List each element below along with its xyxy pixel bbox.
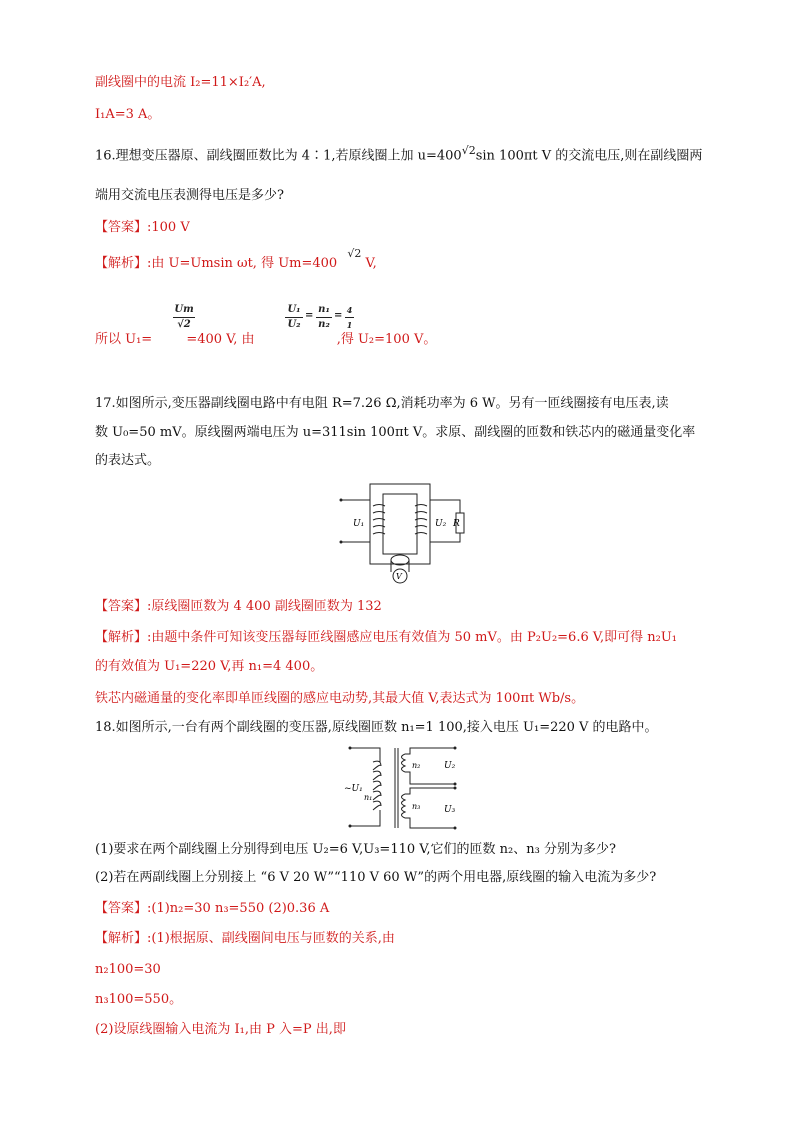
solution-16-line1 bbox=[95, 247, 377, 273]
f2-4: 4 bbox=[346, 305, 353, 315]
s16-text-b: V, bbox=[365, 256, 377, 271]
q16-text-b: sin 100πt V 的交流电压,则在副线圈两 bbox=[475, 148, 703, 164]
solution-16-line2 bbox=[95, 331, 436, 349]
fig18-n2: n₂ bbox=[412, 761, 421, 770]
answer-17: 【答案】:原线圈匝数为 4 400 副线圈匝数为 132 bbox=[95, 599, 382, 614]
f2-n2: n₂ bbox=[318, 319, 330, 330]
question-17-line3: 的表达式。 bbox=[95, 453, 161, 468]
line-current-primary: I₁A=3 A。 bbox=[95, 107, 161, 122]
s16-sqrt: √2 bbox=[347, 247, 362, 260]
line-current-secondary: 副线圈中的电流 I₂=11×I₂′A, bbox=[95, 75, 266, 90]
solution-18-line4: (2)设原线圈输入电流为 I₁,由 P 入=P 出,即 bbox=[95, 1022, 346, 1037]
answer-16: 【答案】:100 V bbox=[95, 220, 190, 235]
s16c2: =400 V, 由 bbox=[186, 332, 255, 347]
fig18-n1: n₁ bbox=[364, 793, 373, 802]
f2-n1: n₁ bbox=[318, 304, 330, 315]
question-17-line2: 数 U₀=50 mV。原线圈两端电压为 u=311sin 100πt V。求原、副线圈的匝数和铁芯内的磁通量变化率 bbox=[95, 425, 696, 440]
formula-ratio-41 bbox=[345, 304, 354, 331]
question-16 bbox=[95, 142, 702, 165]
fig17-v: V bbox=[396, 572, 402, 581]
fig18-u2: U₂ bbox=[444, 761, 456, 771]
core-outer bbox=[370, 484, 430, 564]
f1-denominator: √2 bbox=[177, 319, 191, 330]
s16c1: 所以 U₁= bbox=[95, 332, 153, 347]
fig18-u1: ~U₁ bbox=[344, 784, 363, 794]
figure-18-transformer bbox=[340, 744, 465, 830]
question-16-cont: 端用交流电压表测得电压是多少? bbox=[95, 188, 284, 203]
fig17-u1: U₁ bbox=[353, 519, 365, 529]
fig18-u3: U₃ bbox=[444, 805, 456, 815]
solution-17-line1: 【解析】:由题中条件可知该变压器每匝线圈感应电压有效值为 50 mV。由 P₂U₂=6.6 V,即可得 n₂U₁ bbox=[95, 630, 677, 645]
solution-17-line3: 铁芯内磁通量的变化率即单匝线圈的感应电动势,其最大值 V,表达式为 100πt Wb/s。 bbox=[95, 691, 585, 706]
s16-text-a: 【解析】:由 U=Umsin ωt, 得 Um=400 bbox=[95, 256, 338, 271]
formula-ratio-u bbox=[285, 304, 303, 331]
solution-17-line2: 的有效值为 U₁=220 V,再 n₁=4 400。 bbox=[95, 659, 324, 674]
solution-18-line2: n₂100=30 bbox=[95, 962, 161, 977]
f2-1: 1 bbox=[346, 320, 353, 330]
core-inner bbox=[383, 494, 417, 554]
formula-eq2: = bbox=[334, 310, 343, 321]
f2-u2: U₂ bbox=[287, 319, 301, 330]
f1-numerator: Um bbox=[174, 304, 194, 315]
solution-18-line1: 【解析】:(1)根据原、副线圈间电压与匝数的关系,由 bbox=[95, 931, 395, 946]
f2-bar1 bbox=[285, 317, 303, 318]
formula-um-over-sqrt2 bbox=[173, 304, 195, 331]
fig17-u2: U₂ bbox=[435, 519, 447, 529]
formula-eq1: = bbox=[305, 310, 314, 321]
solution-18-line3: n₃100=550。 bbox=[95, 992, 183, 1007]
question-17-line1: 17.如图所示,变压器副线圈电路中有电阻 R=7.26 Ω,消耗功率为 6 W。另有一匝线圈接有电压表,读 bbox=[95, 396, 669, 411]
question-18-part1: (1)要求在两个副线圈上分别得到电压 U₂=6 V,U₃=110 V,它们的匝数 n₂、n₃ 分别为多少? bbox=[95, 842, 616, 857]
fig18-n3: n₃ bbox=[412, 802, 421, 811]
fig17-r: R bbox=[453, 519, 460, 529]
question-18-part2: (2)若在两副线圈上分别接上 “6 V 20 W”“110 V 60 W”的两个用电器,原线圈的输入电流为多少? bbox=[95, 870, 657, 885]
q16-sqrt: √2 bbox=[461, 144, 476, 157]
answer-18: 【答案】:(1)n₂=30 n₃=550 (2)0.36 A bbox=[95, 901, 330, 916]
f2-u1: U₁ bbox=[287, 304, 301, 315]
s16c3: ,得 U₂=100 V。 bbox=[336, 332, 437, 347]
q16-text-a: 16.理想变压器原、副线圈匝数比为 4∶1,若原线圈上加 u=400 bbox=[95, 148, 462, 164]
f1-bar bbox=[173, 317, 195, 318]
question-18: 18.如图所示,一台有两个副线圈的变压器,原线圈匝数 n₁=1 100,接入电压 U₁=220 V 的电路中。 bbox=[95, 720, 658, 735]
f2-bar3 bbox=[345, 317, 354, 318]
formula-ratio-n bbox=[316, 304, 332, 331]
f2-bar2 bbox=[316, 317, 332, 318]
figure-17-transformer bbox=[335, 480, 470, 592]
